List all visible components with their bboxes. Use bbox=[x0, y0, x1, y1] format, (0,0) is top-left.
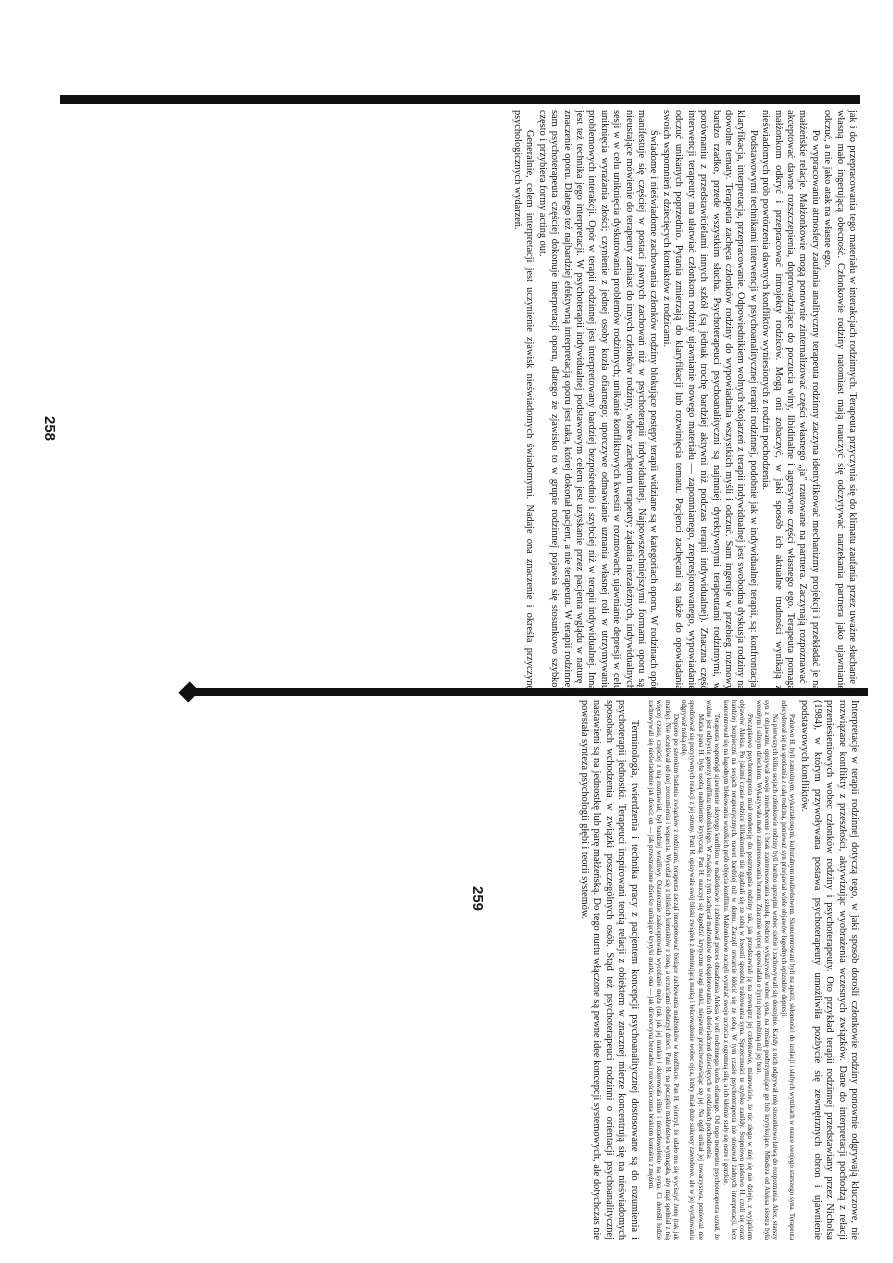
paragraph: Terminologia, twierdzenia i technika pracy z pacjentem koncepcji psychoanalitycznej dostosowane są do rozumienia i psychoterapii jednostki. Terapeuci inspirowani teorią relacji z obiektem w znacznej mierze koncentrują się na nieświadomych sposobach wchodzenia w związki poszczególnych osób. Stąd też psychoterapeuci rodzinni o orientacji psychoanalitycznej nastawieni są na jednostkę lub parę małżeńską. Do tego nurtu włączone są pewne idee koncepcji systemowych, ale dotychczas nie powstała synteza psychologii głębi i teorii systemów. bbox=[579, 700, 640, 1240]
case-paragraph: Państwo H. byli zamożnym, wykształconym, kulturalnym małżeństwem. Skoncentrowani byli na apatii, skłonności do izolacji i słabych wynikach w nauce swojego starszego syna. Terapeuta zdecydował się na spotkania z całą rodziną, ponieważ syn przejawiał wiele objawów łagodnych epizodów depresji. bbox=[779, 700, 795, 1240]
page-number: 259 bbox=[469, 886, 486, 912]
top-page-rule bbox=[60, 95, 860, 104]
paragraph: jak i do przepracowania tego materiału w interakcjach rodzinnych. Terapeuta przyczynia się do klimatu zaufania przez uważne słuchanie i własną mało ingerującą obecność. Członkowie rodziny natomiast mają nauczyć się odczytywać narzekania partnera jako ujawnianie odczuć, a nie jako atak na własne ego. bbox=[822, 110, 858, 690]
page-number-258-wrap bbox=[41, 416, 80, 448]
paragraph: Interpretacje w terapii rodzinnej dotyczą tego, w jaki sposób dorośli członkowie rodziny ponownie odgrywają kluczowe, nie rozwiązane konflikty z przeszłości, aktywizując wyobrażenia wczesnych związków. Dane do interpretacji pochodzą z relacji przeniesieniowych wobec członków rodziny i psychoterapeuty. Oto przykład terapii rodzinnej przedstawiany przez Nicholsa (1984), w którym przywoływana postawa psychoterapeuty umożliwiła pozbycie się zewnętrznych obron i ujawnienie podstawowych konfliktów. bbox=[799, 700, 860, 1240]
case-paragraph: Na pierwszych kilku sesjach członkowie rodziny byli bardzo uprzejmi wobec siebie i zachowywali się dostojnie. Każdy z nich odgrywał rolę stosunkowo łatwą do rozpoznania. Alex, starszy syn z objawami, opisywał swoje zniechęcenie i brak zainteresowania szkołą. Rodzice wykazywali wobec syna, na zmianę podtrzymujące go lub krytykujące. Młodsza od Aleksa siostra była wesołym i silnym dzieckiem. Wykazywała mało zainteresowania bratem. Znacznie więcej opowiadała o życiu poza rodziną niż jej brat. bbox=[754, 700, 779, 1240]
paragraph: Generalnie, celem interpretacji jest uczynienie zjawisk nieświadomych świadomymi. Nadaje ona znaczenie i określa przyczynę psychologicznych wydarzeń. bbox=[512, 110, 536, 690]
case-paragraph: Terapeuta wspomógł ujawnienie ukrytego konfliktu w małżeństwie i zablokował proces obsadzania Aleksa w roli rodzinnego kozła ofiarnego. Od tego momentu psychoterapeuta uznał, że ważne jest odkrycie genezy konfliktu małżeńskiego. W związku z tym zachęcał małżonków do eksplorowania ich doświadczeń dziecięcych w rodzinach pochodzenia. bbox=[705, 700, 721, 1240]
page-259-conclusion bbox=[578, 700, 640, 1240]
page-258-content bbox=[88, 110, 858, 690]
paragraph: Po wypracowaniu atmosfery zaufania analityczny terapeuta rodzinny zaczyna identyfikować mechanizmy projekcji i przekładać je na małżeńskie relacje. Małżonkowie mogą ponownie zinternalizować części własnego „ja" rzutowane na partnera. Zaczynają rozpoznawać i akceptować dawne rozszczepienia, doprowadzające do poczucia winy, libidinalne i agresywne części własnego ego. Terapeuta pomaga małżonkom odkryć i przepracować introjekty rodziców. Mogą oni zobaczyć, w jaki sposób ich aktualne trudności wynikają z nieświadomych prób powtórzenia dawnych konfliktów wyniesionych z rodzin pochodzenia. bbox=[760, 110, 821, 690]
case-paragraph: Matka pana H. była osobą nadmiernie krytyczną. Pan H. nauczył się łagodzić krytyczne uwagi matki, niejawnie przeciwstawiając się jej. Na ogół unikał jej towarzystwa, ponieważ nie spodziewał się pozytywnych reakcji z jej strony. Pani H. opisywała swój bliski związek z dominującą matką i lekceważenie wobec ojca, który miał duże sukcesy zawodowe, ale w jej wychowaniu odgrywał niską rolę. bbox=[680, 700, 704, 1240]
case-paragraph: Dopiero po szerokim badaniu związków z rodzicami, terapeuta zaczął interpretować bieżące zachowania małżonków w konflikcie. Pan H. wierzył, że udało mu się wyciszyć żonę (tak jak matkę). Nie oczekiwał od niej zrozumienia i wsparcia. Wycofał się z bliskich kontaktów z żoną, a uczuciami obdarzył dzieci. Pani H. na początku małżeństwa wymagała, aby mąż spełniał z nią więcej czasu, częściej z nią rozmawiał, był bardziej wrażliwy. Ostatecznie zaakceptowała wycofanie męża (tak jak jej matka) i skierowała silnie i niezadowolenie na syna. Ci dorośli ludzie zachowywali się nieświadomie jak dzieci: on — jak przestraszone dziecko unikające krytyki matki, ona — jak dziewczyna bezradna i rozwścieczona brakiem kontaktu z mężem. bbox=[646, 700, 679, 1240]
page-259-intro bbox=[798, 700, 860, 1240]
case-paragraph: Początkowo psychoterapeuta miał tendencję do postrzegania rodziny tak, jak przedstawiali ją na zewnątrz jej członkowie, mianowicie, że nic złego w niej się nie dzieje, z wyjątkiem objawów Aleksa. Po jakimś czasie rodzice kilkakrotnie nie zgadzali się ze sobą w kwestii sposobu traktowania syna. Sprzeczności te szybko zanikły. Stopniowo państwo H. czuli się coraz bardziej bezpieczni na sesjach terapeutycznych, nawet bardziej niż w domu. Zaczęli otwarcie kłócić się ze sobą. W tym czasie psychoterapeuta nie stosował żadnych interpretacji, lecz koncentrował się na łagodnym blokowaniu wszelkich prób objęcia konfliktu. Małżonkowie zaczęli wyrażać swoje uczucia z ogromną siłą, a ich kłótnie stały się ostre i gorzkie. bbox=[721, 700, 754, 1240]
paragraph: Podstawowymi technikami interwencji w psychoanalitycznej terapii rodzinnej, podobnie jak w indywidualnej terapii, są: konfrontacja, klaryfikacja, interpretacja, przepracowanie. Odpowiednikiem wolnych skojarzeń z terapii indywidualnej jest swobodna dyskusja rodziny na dowolne tematy. Terapeuta zachęca członków rodziny do wypowiadania wszystkich myśli i odczuć. Sam ingeruje w przebieg rozmowy bardzo rzadko, przede wszystkim słucha. Psychoterapeuci psychoanalityczni są najmniej dyrektywnymi terapeutami rodzinnymi, w porównaniu z przedstawicielami innych szkół (są jednak trochę bardziej aktywni niż podczas terapii indywidualnej). Znaczna część interwencji terapeuty ma ułatwiać członkom rodziny ujawnianie nowego materiału — zapomnianego, zrepresjonowanego, wypowiadanie odczuć unikanych poprzednio. Pytania zmierzają do klaryfikacji lub rozwinięcia tematu. Pacjenci zachęcani są także do opowiadania swoich wspomnień z dziecięcych kontaktów z rodzicami. bbox=[660, 110, 759, 690]
page-259-content bbox=[60, 700, 860, 1240]
paragraph: Świadome i nieświadome zachowania członków rodziny blokujące postępy terapii widziane są w kategoriach oporu. W rodzinach opór manifestuje się częściej w postaci jawnych zachowań niż w psychoterapii indywidualnej. Najpowszechniejszymi formami oporu są: nieustające mówienie do terapeuty zamiast do innych członków rodziny, wbrew zachętom terapeuty; żądania niezależnych, indywidualnych sesji w w celu uniknięcia dyskutowania problemów rodzinnych; unikanie konfliktowych kwestii w rozmowach; ujawnianie depresji w celu uniknięcia wyrażania złości; czynienie z jednej osoby kozła ofiarnego; uporczywe odmawianie uznania własnej roli w utrzymywaniu problemowych interakcji. Opór w terapii rodzinnej jest interpretowany bardziej bezpośrednio i szybciej niż w terapii indywidualnej. Inna jest też technika jego interpretacji. W psychoterapii indywidualnej podstawowym celem jest uzyskanie przez pacjenta wglądu w naturę i znaczenie oporu. Dlatego też najbardziej efektywną interpretacją oporu jest taka, której dokonał pacjent, a nie terapeuta. W terapii rodzinnej sam psychoterapeuta częściej dokonuje interpretacji oporu, dlatego że zjawisko to w grupie rodzinnej pojawia się stosunkowo szybko, często i przybiera formy acting out. bbox=[536, 110, 660, 690]
case-study bbox=[646, 700, 795, 1240]
page-number: 258 bbox=[41, 416, 58, 442]
page-258 bbox=[88, 110, 858, 690]
page-259 bbox=[60, 700, 860, 1240]
page-258-body bbox=[511, 110, 858, 690]
page-number-259-wrap bbox=[468, 886, 498, 920]
